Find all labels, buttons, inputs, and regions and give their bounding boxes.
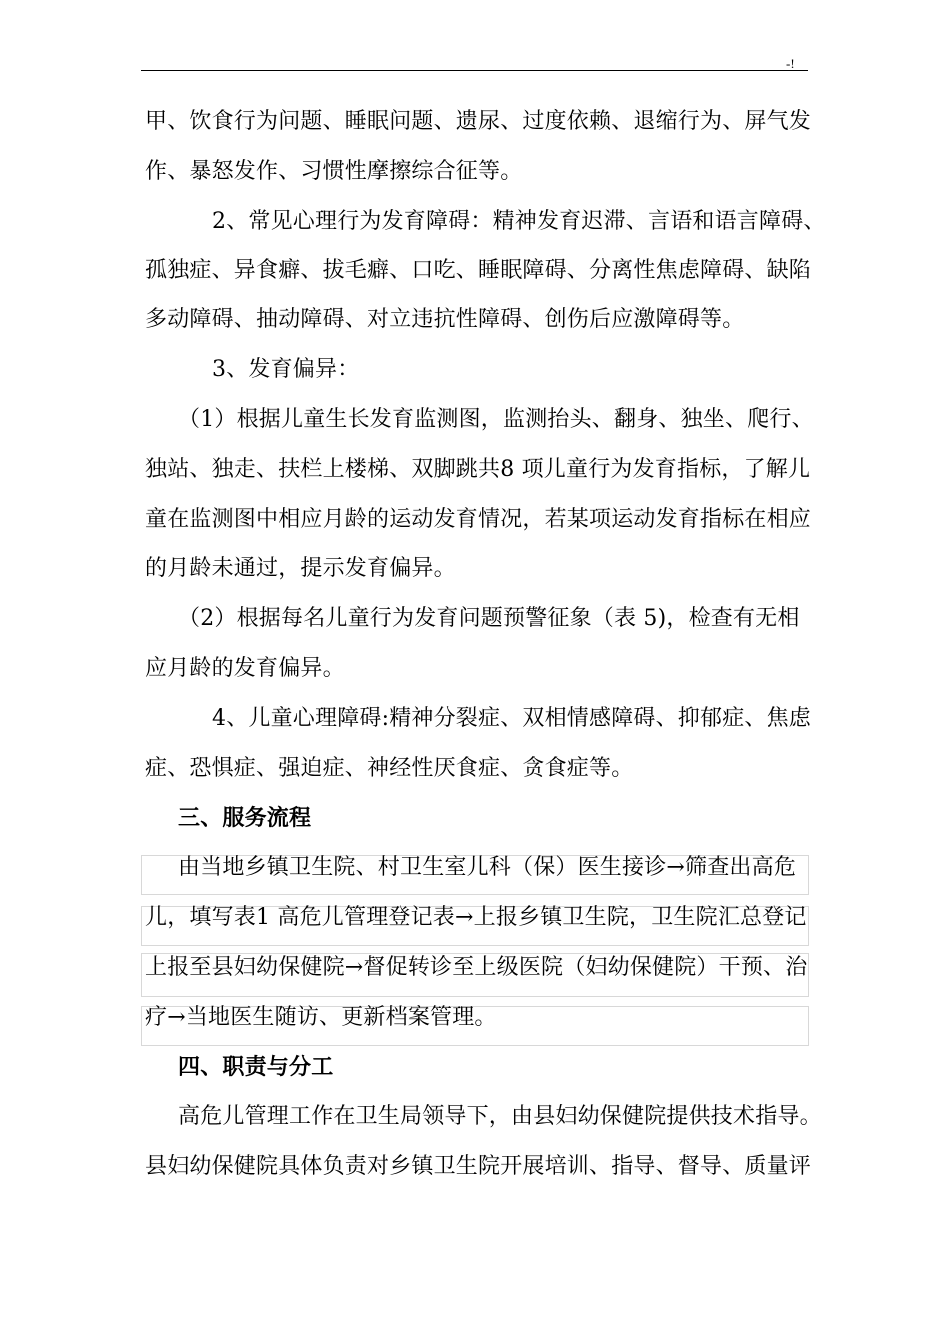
body-line: 独站、独走、扶栏上楼梯、双脚跳共8 项儿童行为发育指标，了解儿	[145, 457, 811, 482]
page-header-mark: -!	[786, 56, 795, 71]
body-line: 疗→当地医生随访、更新档案管理。	[145, 1005, 497, 1030]
body-line: 儿，填写表1 高危儿管理登记表→上报乡镇卫生院，卫生院汇总登记	[145, 905, 807, 930]
section-heading-duties: 四、职责与分工	[178, 1054, 334, 1080]
body-line: 上报至县妇幼保健院→督促转诊至上级医院（妇幼保健院）干预、治	[145, 955, 808, 980]
body-line: 多动障碍、抽动障碍、对立违抗性障碍、创伤后应激障碍等。	[145, 307, 745, 332]
body-line: 甲、饮食行为问题、睡眠问题、遗尿、过度依赖、退缩行为、屏气发	[145, 109, 812, 134]
body-line: 应月龄的发育偏异。	[145, 656, 345, 681]
body-line: （2）根据每名儿童行为发育问题预警征象（表 5)，检查有无相	[178, 606, 800, 631]
body-line: 作、暴怒发作、习惯性摩擦综合征等。	[145, 159, 523, 184]
body-line: 童在监测图中相应月龄的运动发育情况，若某项运动发育指标在相应	[145, 507, 812, 532]
body-line: 孤独症、异食癖、拔毛癖、口吃、睡眠障碍、分离性焦虑障碍、缺陷	[145, 258, 812, 283]
body-line: 的月龄未通过，提示发育偏异。	[145, 556, 456, 581]
body-line: 3、发育偏异：	[212, 357, 360, 382]
body-line: 症、恐惧症、强迫症、神经性厌食症、贪食症等。	[145, 756, 634, 781]
body-line: 高危儿管理工作在卫生局领导下，由县妇幼保健院提供技术指导。	[178, 1104, 822, 1129]
header-rule	[141, 70, 808, 71]
body-line: 4、儿童心理障碍:精神分裂症、双相情感障碍、抑郁症、焦虑	[212, 706, 812, 731]
body-line: 由当地乡镇卫生院、村卫生室儿科（保）医生接诊→筛查出高危	[178, 855, 797, 880]
body-line: 2、常见心理行为发育障碍：精神发育迟滞、言语和语言障碍、	[212, 209, 826, 234]
body-line: 县妇幼保健院具体负责对乡镇卫生院开展培训、指导、督导、质量评	[145, 1154, 812, 1179]
section-heading-service-flow: 三、服务流程	[178, 805, 312, 831]
body-line: （1）根据儿童生长发育监测图，监测抬头、翻身、独坐、爬行、	[178, 407, 814, 432]
